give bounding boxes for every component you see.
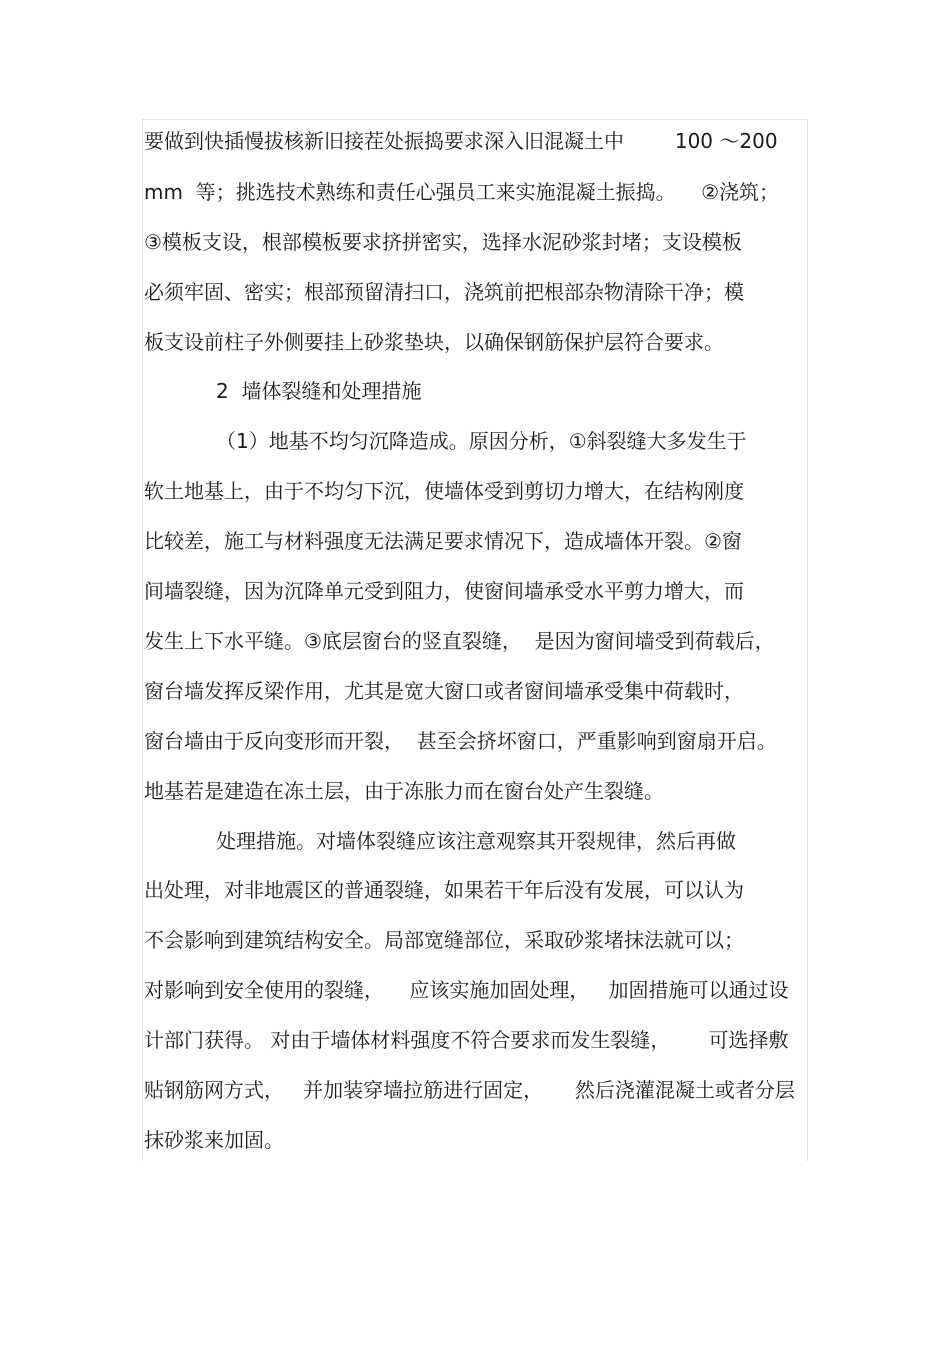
text-line-3: ③模板支设，根部模板要求挤拼密实，选择水泥砂浆封堵；支设模板 (144, 230, 742, 254)
text-line-21: 抹砂浆来加固。 (144, 1128, 284, 1152)
text-line-1: 要做到快插慢拔核新旧接茬处振捣要求深入旧混凝土中 100 ～200 (144, 129, 778, 153)
text-line-18: 对影响到安全使用的裂缝， 应该实施加固处理， 加固措施可以通过设 (144, 978, 789, 1002)
section-heading: 2 墙体裂缝和处理措施 (216, 379, 422, 403)
text-line-5: 板支设前柱子外侧要挂上砂浆垫块，以确保钢筋保护层符合要求。 (144, 330, 724, 354)
text-line-12: 窗台墙发挥反梁作用，尤其是宽大窗口或者窗间墙承受集中荷载时， (144, 679, 744, 703)
text-line-19: 计部门获得。 对由于墙体材料强度不符合要求而发生裂缝， 可选择敷 (144, 1028, 789, 1052)
text-line-11: 发生上下水平缝。③底层窗台的竖直裂缝， 是因为窗间墙受到荷载后， (144, 629, 775, 653)
page-frame-top (142, 119, 808, 120)
text-line-17: 不会影响到建筑结构安全。局部宽缝部位，采取砂浆堵抹法就可以； (144, 928, 744, 952)
text-line-16: 出处理，对非地震区的普通裂缝，如果若干年后没有发展，可以认为 (144, 878, 744, 902)
text-line-13: 窗台墙由于反向变形而开裂， 甚至会挤坏窗口，严重影响到窗扇开启。 (144, 729, 777, 753)
text-line-20: 贴钢筋网方式， 并加装穿墙拉筋进行固定， 然后浇灌混凝土或者分层 (144, 1078, 795, 1102)
text-line-8: 软土地基上，由于不均匀下沉，使墙体受到剪切力增大，在结构刚度 (144, 479, 744, 503)
text-line-10: 间墙裂缝，因为沉降单元受到阻力，使窗间墙承受水平剪力增大，而 (144, 579, 744, 603)
page-frame-left (142, 119, 143, 1161)
text-line-9: 比较差，施工与材料强度无法满足要求情况下，造成墙体开裂。②窗 (144, 529, 742, 553)
text-line-2: mm 等；挑选技术熟练和责任心强员工来实施混凝土振捣。 ②浇筑； (144, 180, 780, 204)
page-frame-right (807, 119, 808, 1161)
text-line-14: 地基若是建造在冻土层，由于冻胀力而在窗台处产生裂缝。 (144, 779, 664, 803)
text-line-7: （1）地基不均匀沉降造成。原因分析，①斜裂缝大多发生于 (216, 429, 747, 453)
text-line-15: 处理措施。对墙体裂缝应该注意观察其开裂规律，然后再做 (216, 829, 736, 853)
text-line-4: 必须牢固、密实；根部预留清扫口，浇筑前把根部杂物清除干净；模 (144, 280, 744, 304)
